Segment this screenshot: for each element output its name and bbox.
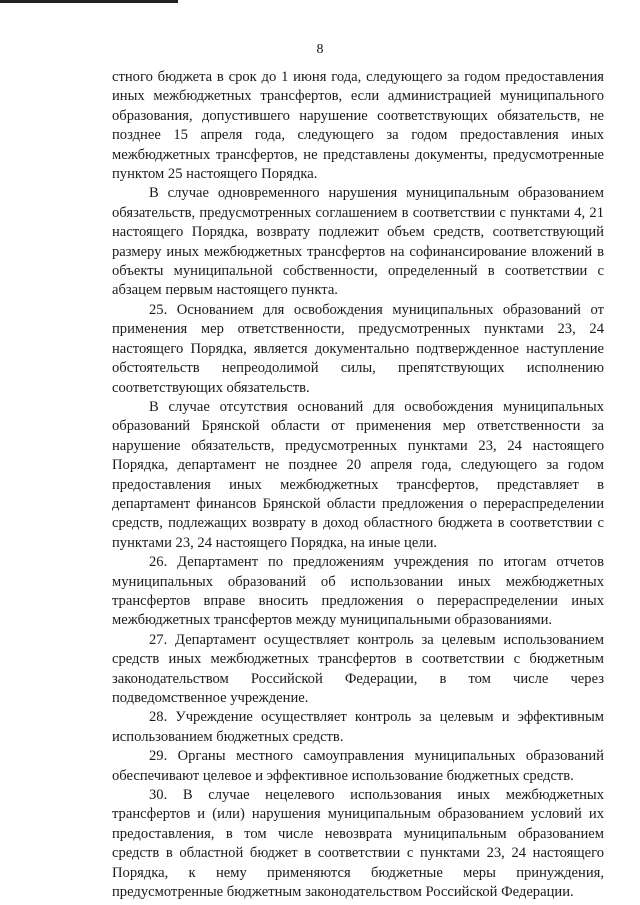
body-text: [112, 68, 604, 902]
paragraph-28: 28. Учреждение осуществляет контроль за целевым и эффективным использованием бюджетных средств.: [112, 709, 604, 745]
paragraph-29: 29. Органы местного самоуправления муниципальных образований обеспечивают целевое и эффективное использование бюджетных средств.: [112, 748, 604, 784]
paragraph-26: 26. Департамент по предложениям учреждения по итогам отчетов муниципальных образований об использовании иных межбюджетных трансфертов вправе вносить предложения о перераспределении иных межбюджетных трансфертов между муниципальными образованиями.: [112, 554, 604, 629]
paragraph-30: 30. В случае нецелевого использования иных межбюджетных трансфертов и (или) нарушения муниципальным образованием условий их предоставления, в том числе невозврата муниципальным образованием средств в областной бюджет в соответствии с пунктами 23, 24 настоящего Порядка, к нему применяются бюджетные меры принуждения, предусмотренные бюджетным законодательством Российской Федерации.: [112, 787, 604, 901]
page-number: 8: [316, 42, 324, 57]
paragraph-25: 25. Основанием для освобождения муниципальных образований от применения мер ответственности, предусмотренных пунктами 23, 24 настоящего Порядка, является документально подтвержденное наступление обстоятельств непреодолимой силы, препятствующих исполнению соответствующих обязательств.: [112, 301, 604, 396]
paragraph-continuation: стного бюджета в срок до 1 июня года, следующего за годом предоставления иных межбюджетных трансфертов, если администрацией муниципального образования, допустившего нарушение соответствующих обязательств, не позднее 15 апреля года, следующего за годом предоставления иных межбюджетных трансфертов, не представлены документы, предусмотренные пунктом 25 настоящего Порядка.: [112, 69, 604, 183]
paragraph-simultaneous-violation: В случае одновременного нарушения муниципальным образованием обязательств, предусмотренных соглашением в соответствии с пунктами 4, 21 настоящего Порядка, возврату подлежит объем средств, соответствующий размеру иных межбюджетных трансфертов на софинансирование вложений в объекты муниципальной собственности, определенный в соответствии с абзацем первым настоящего пункта.: [112, 185, 604, 299]
top-rule: [0, 0, 178, 3]
paragraph-27: 27. Департамент осуществляет контроль за целевым использованием средств иных межбюджетных трансфертов в соответствии с бюджетным законодательством Российской Федерации, в том числе через подведомственное учреждение.: [112, 631, 604, 706]
paragraph-25-absence: В случае отсутствия оснований для освобождения муниципальных образований Брянской области от применения мер ответственности за нарушение обязательств, предусмотренных пунктами 23, 24 настоящего Порядка, департамент не позднее 20 апреля года, следующего за годом предоставления иных межбюджетных трансфертов, представляет в департамент финансов Брянской области предложения о перераспределении средств, подлежащих возврату в доход областного бюджета в соответствии с пунктами 23, 24 настоящего Порядка, на иные цели.: [112, 398, 604, 551]
